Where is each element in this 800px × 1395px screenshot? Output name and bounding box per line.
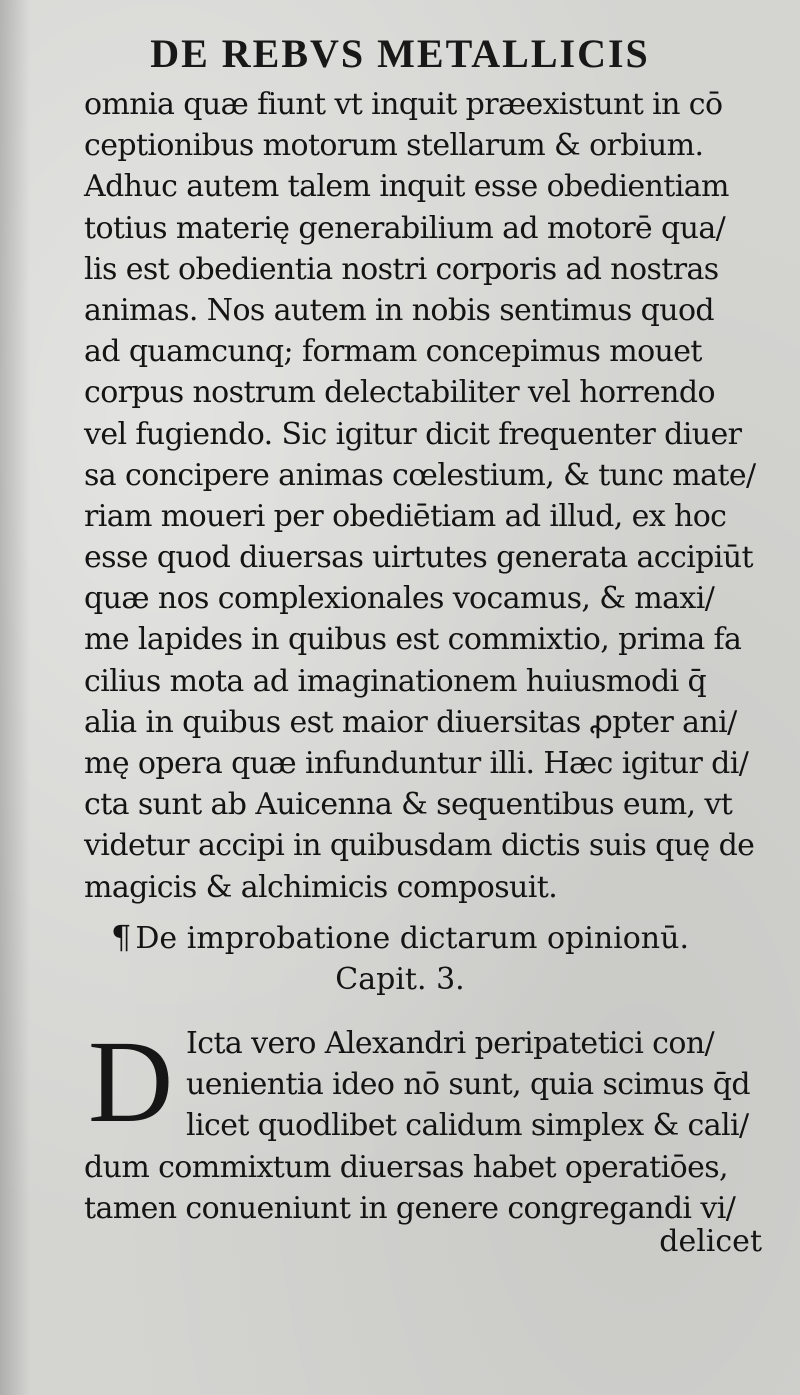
- running-head: DE REBVS METALLICIS: [150, 31, 650, 76]
- text-line: dum commixtum diuersas habet operatiōes,: [84, 1149, 728, 1185]
- text-line: licet quodlibet calidum simplex & cali/: [186, 1108, 749, 1144]
- text-line: ad quamcunq; formam concepimus mouet: [84, 334, 702, 370]
- pilcrow-mark: ¶: [111, 918, 132, 956]
- catchword: delicet: [659, 1224, 762, 1259]
- text-line: uenientia ideo nō sunt, quia scimus q̄d: [186, 1067, 751, 1103]
- text-line: Adhuc autem talem inquit esse obedientiam: [84, 169, 729, 205]
- paragraph-1: [84, 84, 774, 908]
- text-line: alia in quibus est maior diuersitas ꝓpter ani/: [84, 704, 737, 740]
- text-line: cta sunt ab Auicenna & sequentibus eum, vt: [84, 787, 733, 823]
- text-line: riam moueri per obediētiam ad illud, ex hoc: [84, 498, 727, 534]
- text-line: totius materię generabilium ad motorē qua/: [84, 210, 726, 246]
- text-line: Icta vero Alexandri peripatetici con/: [186, 1026, 715, 1061]
- text-line: esse quod diuersas uirtutes generata accipiūt: [84, 540, 753, 576]
- text-line: me lapides in quibus est commixtio, prima fa: [84, 622, 742, 658]
- chapter-number: Capit. 3.: [335, 962, 465, 997]
- text-line: vel fugiendo. Sic igitur dicit frequenter diuer: [84, 416, 742, 452]
- text-line: lis est obedientia nostri corporis ad nostras: [84, 251, 719, 287]
- chapter-heading-text: De improbatione dictarum opinionū.: [135, 921, 689, 956]
- text-line: mę opera quæ infunduntur illi. Hæc igitur di/: [84, 746, 749, 781]
- text-line: ceptionibus motorum stellarum & orbium.: [84, 128, 704, 164]
- text-line: tamen conueniunt in genere congregandi vi/: [84, 1190, 736, 1226]
- paragraph-2: [84, 1016, 774, 1229]
- text-line: cilius mota ad imaginationem huiusmodi q̄: [84, 663, 707, 699]
- drop-cap: D: [88, 1016, 174, 1147]
- chapter-heading: [0, 918, 800, 956]
- text-line: omnia quæ fiunt vt inquit præexistunt in cō: [84, 87, 723, 122]
- text-line: corpus nostrum delectabiliter vel horrendo: [84, 375, 715, 411]
- text-line: sa concipere animas cœlestium, & tunc mate/: [84, 457, 756, 493]
- text-line: videtur accipi in quibusdam dictis suis quę de: [84, 828, 755, 864]
- text-line: magicis & alchimicis composuit.: [84, 869, 558, 905]
- text-line: animas. Nos autem in nobis sentimus quod: [84, 292, 715, 328]
- page-edge-shadow: [0, 0, 30, 1395]
- text-line: quæ nos complexionales vocamus, & maxi/: [84, 581, 715, 617]
